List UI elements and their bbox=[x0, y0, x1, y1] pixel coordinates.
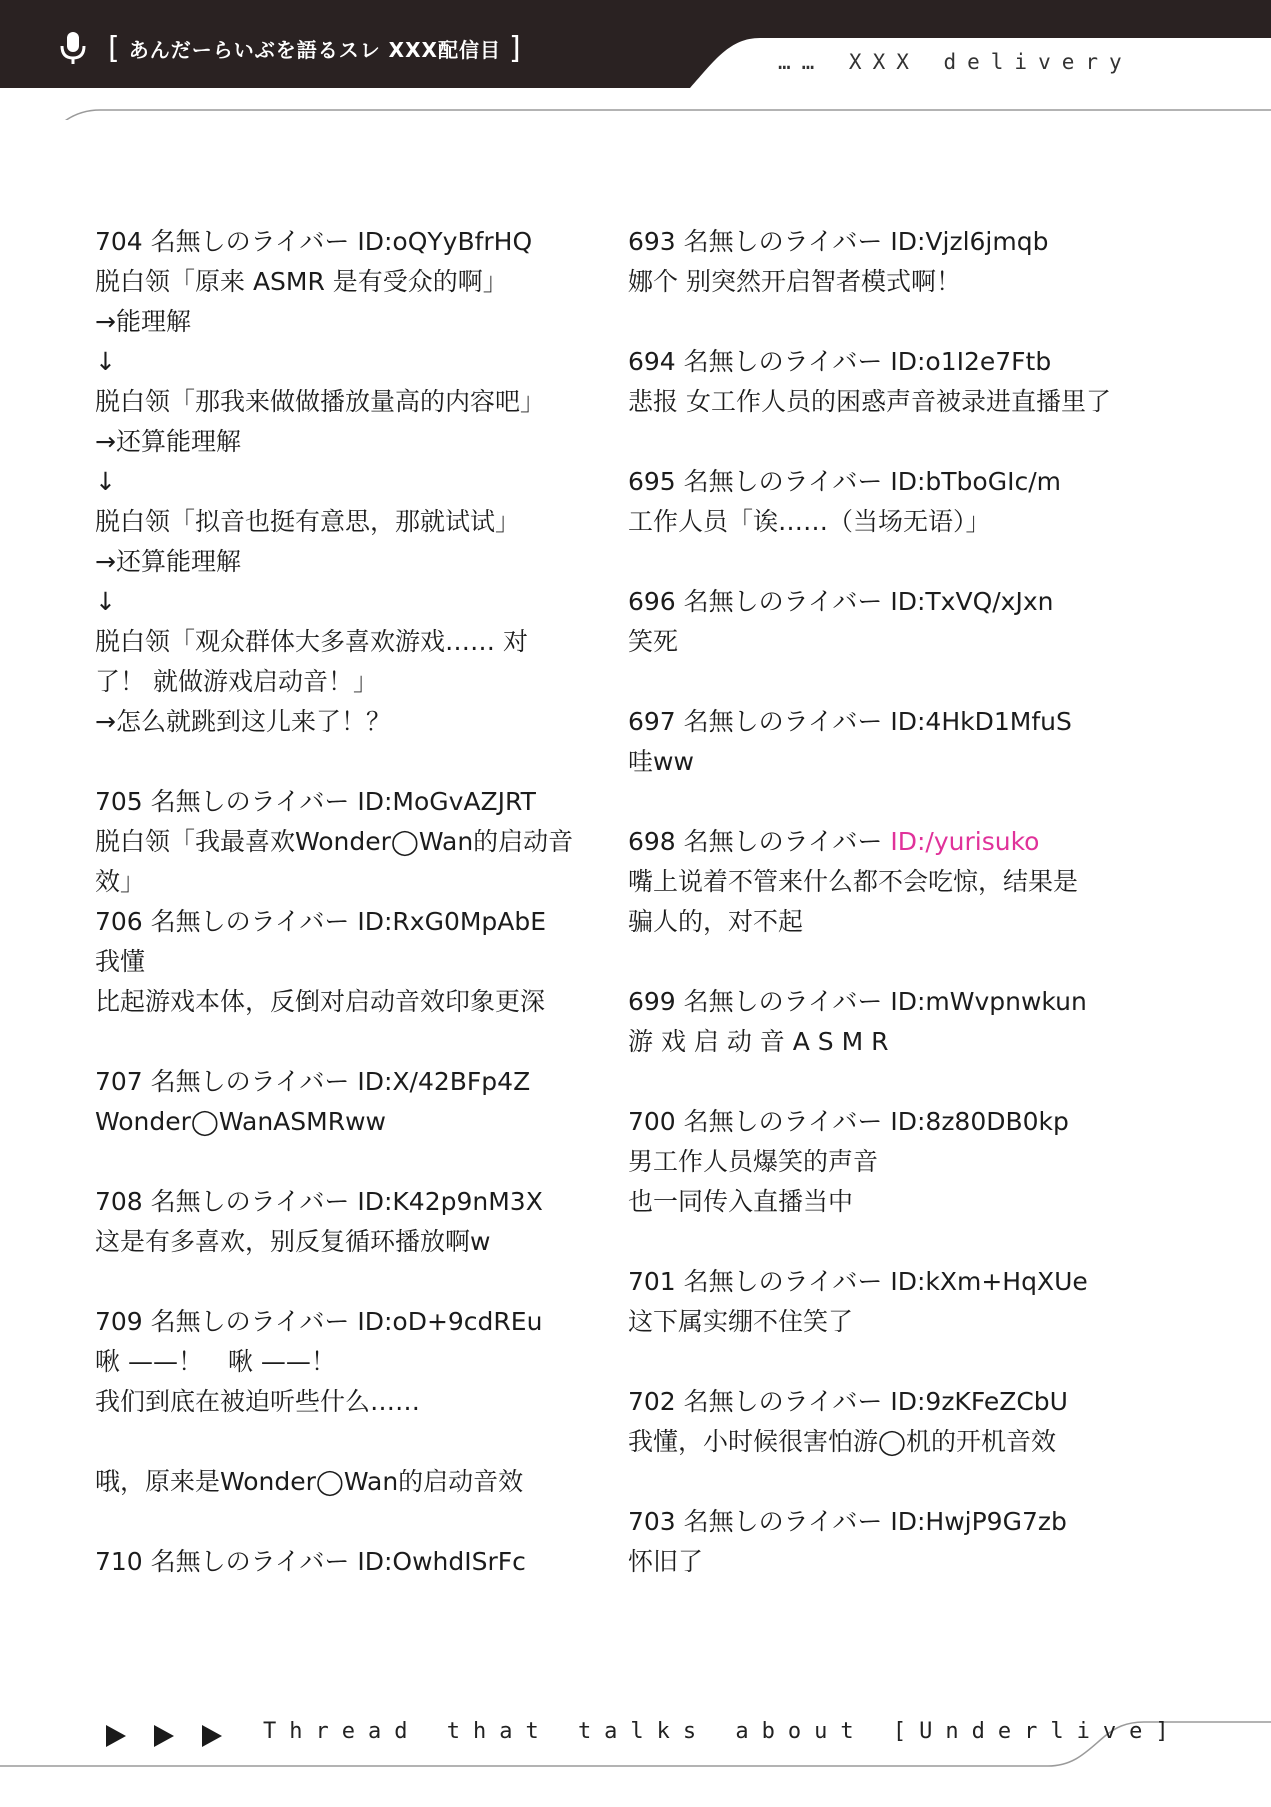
footer-arrows bbox=[100, 1722, 228, 1750]
post-line: 脱白领「拟音也挺有意思，那就试试」 bbox=[95, 507, 521, 536]
post-703 bbox=[628, 1502, 1188, 1582]
post-696 bbox=[628, 582, 1188, 662]
post-line: 嘴上说着不管来什么都不会吃惊，结果是骗人的，对不起 bbox=[628, 867, 1079, 936]
post-line: →还算能理解 bbox=[95, 547, 241, 576]
post-line: 脱白领「那我来做做播放量高的内容吧」 bbox=[95, 387, 546, 416]
thread-title bbox=[58, 28, 530, 68]
post-706 bbox=[95, 902, 575, 1022]
post-709 bbox=[95, 1302, 575, 1502]
post-708 bbox=[95, 1182, 575, 1262]
post-704 bbox=[95, 222, 575, 742]
post-header: 693 名無しのライバー ID:Vjzl6jmqb bbox=[628, 227, 1049, 256]
post-line: ↓ bbox=[95, 587, 116, 616]
post-707 bbox=[95, 1062, 575, 1142]
post-line: 工作人员「诶……（当场无语）」 bbox=[628, 507, 991, 536]
post-header: 703 名無しのライバー ID:HwjP9G7zb bbox=[628, 1507, 1067, 1536]
play-arrow-icon bbox=[100, 1722, 132, 1750]
post-701 bbox=[628, 1262, 1188, 1342]
post-line: 比起游戏本体，反倒对启动音效印象更深 bbox=[95, 987, 546, 1016]
post-line: 笑死 bbox=[628, 627, 679, 656]
post-695 bbox=[628, 462, 1188, 542]
microphone-icon bbox=[58, 30, 88, 66]
post-header-prefix: 698 名無しのライバー bbox=[628, 827, 891, 856]
post-line: 怀旧了 bbox=[628, 1547, 704, 1576]
delivery-subtitle: …… XXX delivery bbox=[778, 50, 1133, 74]
post-710 bbox=[95, 1542, 575, 1582]
post-697 bbox=[628, 702, 1188, 782]
right-post-column bbox=[628, 222, 1188, 1582]
post-line: 我懂，小时候很害怕游◯机的开机音效 bbox=[628, 1427, 1056, 1456]
post-header: 710 名無しのライバー ID:OwhdISrFc bbox=[95, 1547, 526, 1576]
post-line: 哇ww bbox=[628, 747, 694, 776]
footer-band bbox=[0, 1700, 1271, 1807]
post-header: 707 名無しのライバー ID:X/42BFp4Z bbox=[95, 1067, 531, 1096]
post-line: 也一同传入直播当中 bbox=[628, 1187, 854, 1216]
post-line: 这下属实绷不住笑了 bbox=[628, 1307, 854, 1336]
post-705 bbox=[95, 782, 575, 902]
post-header: 700 名無しのライバー ID:8z80DB0kp bbox=[628, 1107, 1069, 1136]
post-line: 我懂 bbox=[95, 947, 146, 976]
post-header: 695 名無しのライバー ID:bTboGIc/m bbox=[628, 467, 1061, 496]
thread-title-text: あんだーらいぶを語るスレ XXX配信目 bbox=[128, 37, 501, 62]
post-header: 705 名無しのライバー ID:MoGvAZJRT bbox=[95, 787, 536, 816]
post-header: 706 名無しのライバー ID:RxG0MpAbE bbox=[95, 907, 547, 936]
post-694 bbox=[628, 342, 1188, 422]
left-post-column bbox=[95, 222, 575, 1582]
post-line: 娜个 别突然开启智者模式啊！ bbox=[628, 267, 961, 296]
post-line: 脱白领「观众群体大多喜欢游戏…… 对了！ 就做游戏启动音！」 bbox=[95, 627, 528, 696]
post-header: 694 名無しのライバー ID:o1I2e7Ftb bbox=[628, 347, 1052, 376]
post-line: 悲报 女工作人员的困惑声音被录进直播里了 bbox=[628, 387, 1111, 416]
post-header: 701 名無しのライバー ID:kXm+HqXUe bbox=[628, 1267, 1088, 1296]
post-line: →还算能理解 bbox=[95, 427, 241, 456]
post-header bbox=[628, 822, 1188, 862]
post-header: 709 名無しのライバー ID:oD+9cdREu bbox=[95, 1307, 543, 1336]
post-700 bbox=[628, 1102, 1188, 1222]
post-line: →能理解 bbox=[95, 307, 191, 336]
post-702 bbox=[628, 1382, 1188, 1462]
post-line: 脱白领「原来 ASMR 是有受众的啊」 bbox=[95, 267, 508, 296]
post-line: 脱白领「我最喜欢Wonder◯Wan的启动音效」 bbox=[95, 827, 574, 896]
highlighted-user-id: ID:/yurisuko bbox=[890, 827, 1040, 856]
post-line: 游 戏 启 动 音 A S M R bbox=[628, 1027, 889, 1056]
post-line: 我们到底在被迫听些什么…… bbox=[95, 1387, 421, 1416]
post-line: ↓ bbox=[95, 467, 116, 496]
post-line: 啾 ——！ 啾 ——！ bbox=[95, 1347, 336, 1376]
post-line: 男工作人员爆笑的声音 bbox=[628, 1147, 879, 1176]
post-line: →怎么就跳到这儿来了！？ bbox=[95, 707, 391, 736]
play-arrow-icon bbox=[196, 1722, 228, 1750]
post-header: 708 名無しのライバー ID:K42p9nM3X bbox=[95, 1187, 543, 1216]
play-arrow-icon bbox=[148, 1722, 180, 1750]
post-header: 702 名無しのライバー ID:9zKFeZCbU bbox=[628, 1387, 1068, 1416]
post-header: 699 名無しのライバー ID:mWvpnwkun bbox=[628, 987, 1087, 1016]
post-line: Wonder◯WanASMRww bbox=[95, 1107, 386, 1136]
post-line: ↓ bbox=[95, 347, 116, 376]
right-bracket-icon: ] bbox=[508, 30, 522, 66]
post-header: 697 名無しのライバー ID:4HkD1MfuS bbox=[628, 707, 1072, 736]
post-699 bbox=[628, 982, 1188, 1062]
post-header: 704 名無しのライバー ID:oQYyBfrHQ bbox=[95, 227, 533, 256]
post-line: 哦，原来是Wonder◯Wan的启动音效 bbox=[95, 1467, 524, 1496]
post-header: 696 名無しのライバー ID:TxVQ/xJxn bbox=[628, 587, 1054, 616]
left-bracket-icon: [ bbox=[108, 30, 121, 66]
post-line: 这是有多喜欢，别反复循环播放啊w bbox=[95, 1227, 491, 1256]
post-698 bbox=[628, 822, 1188, 942]
footer-caption: Thread that talks about [Underlive] bbox=[263, 1719, 1182, 1744]
post-693 bbox=[628, 222, 1188, 302]
